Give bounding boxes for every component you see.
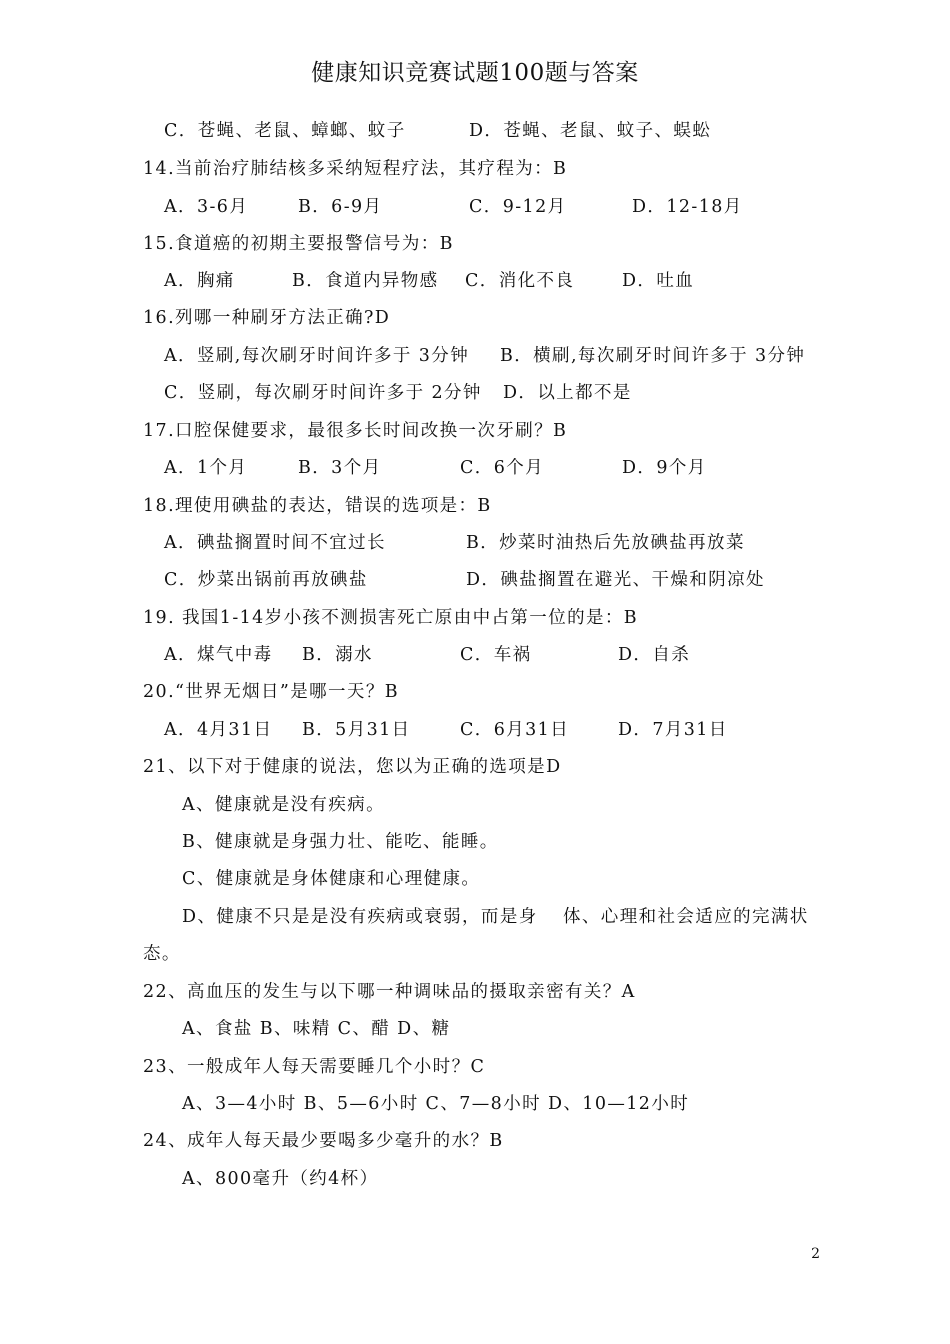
page-title: 健康知识竞赛试题100题与答案 [311, 60, 639, 86]
q15-option-a: A．胸痛 [164, 271, 235, 291]
q14-option-a: A．3-6月 [164, 197, 249, 217]
page-number: 2 [811, 1246, 820, 1262]
q18-option-a: A．碘盐搁置时间不宜过长 [164, 533, 386, 553]
q20-option-c: C．6月31日 [460, 720, 570, 740]
q24-stem: 24、成年人每天最少要喝多少毫升的水？B [143, 1131, 504, 1151]
q17-option-d: D．9个月 [622, 458, 707, 478]
q17-option-b: B．3个月 [298, 458, 382, 478]
q15-option-c: C．消化不良 [465, 271, 575, 291]
q16-option-b: B．横刷,每次刷牙时间许多于 3分钟 [500, 346, 806, 366]
q15-option-b: B．食道内异物感 [292, 271, 439, 291]
q17-option-a: A．1个月 [164, 458, 248, 478]
q22-stem: 22、高血压的发生与以下哪一种调味品的摄取亲密有关？A [143, 982, 636, 1002]
q14-option-d: D．12-18月 [632, 197, 743, 217]
q23-options: A、3—4小时 B、5—6小时 C、7—8小时 D、10—12小时 [182, 1094, 690, 1114]
q14-option-b: B．6-9月 [298, 197, 383, 217]
q18-option-d: D．碘盐搁置在避光、干燥和阴凉处 [466, 570, 765, 590]
q21-option-b: B、健康就是身强力壮、能吃、能睡。 [182, 832, 499, 852]
q19-option-d: D．自杀 [618, 645, 691, 665]
q19-stem: 19. 我国1-14岁小孩不测损害死亡原由中占第一位的是：B [143, 608, 639, 628]
q20-option-a: A．4月31日 [164, 720, 273, 740]
q16-stem: 16.列哪一种刷牙方法正确?D [143, 308, 391, 328]
q16-option-c: C．竖刷，每次刷牙时间许多于 2分钟 [164, 383, 482, 403]
q23-stem: 23、一般成年人每天需要睡几个小时？C [143, 1057, 486, 1077]
q18-option-b: B．炒菜时油热后先放碘盐再放菜 [466, 533, 745, 553]
q13-option-d: D．苍蝇、老鼠、蚊子、蜈蚣 [469, 121, 712, 141]
q17-option-c: C．6个月 [460, 458, 545, 478]
q19-option-c: C．车祸 [460, 645, 532, 665]
q24-option-a: A、800毫升（约4杯） [182, 1169, 379, 1189]
q21-option-d-part2: 体、心理和社会适应的完满状 [563, 907, 809, 927]
q14-option-c: C．9-12月 [469, 197, 567, 217]
q21-option-a: A、健康就是没有疾病。 [182, 795, 386, 815]
q21-option-c: C、健康就是身体健康和心理健康。 [182, 869, 481, 889]
q15-option-d: D．吐血 [622, 271, 695, 291]
q20-option-d: D．7月31日 [618, 720, 728, 740]
q18-stem: 18.理使用碘盐的表达，错误的选项是：B [143, 496, 492, 516]
q18-option-c: C．炒菜出锅前再放碘盐 [164, 570, 368, 590]
q21-option-d-part1: D、健康不只是是没有疾病或衰弱，而是身 [182, 907, 538, 927]
q21-option-d-continued: 态。 [143, 944, 181, 964]
q19-option-b: B．溺水 [302, 645, 373, 665]
q20-option-b: B．5月31日 [302, 720, 411, 740]
q19-option-a: A．煤气中毒 [164, 645, 273, 665]
q22-options: A、食盐 B、味精 C、醋 D、糖 [182, 1019, 451, 1039]
q16-option-d: D．以上都不是 [503, 383, 632, 403]
q17-stem: 17.口腔保健要求，最很多长时间改换一次牙刷？B [143, 421, 568, 441]
q20-stem: 20.“世界无烟日”是哪一天？B [143, 682, 399, 702]
q16-option-a: A．竖刷,每次刷牙时间许多于 3分钟 [164, 346, 470, 366]
q13-option-c: C．苍蝇、老鼠、蟑螂、蚊子 [164, 121, 406, 141]
q21-stem: 21、以下对于健康的说法，您以为正确的选项是D [143, 757, 562, 777]
q14-stem: 14.当前治疗肺结核多采纳短程疗法，其疗程为：B [143, 159, 568, 179]
q15-stem: 15.食道癌的初期主要报警信号为：B [143, 234, 454, 254]
